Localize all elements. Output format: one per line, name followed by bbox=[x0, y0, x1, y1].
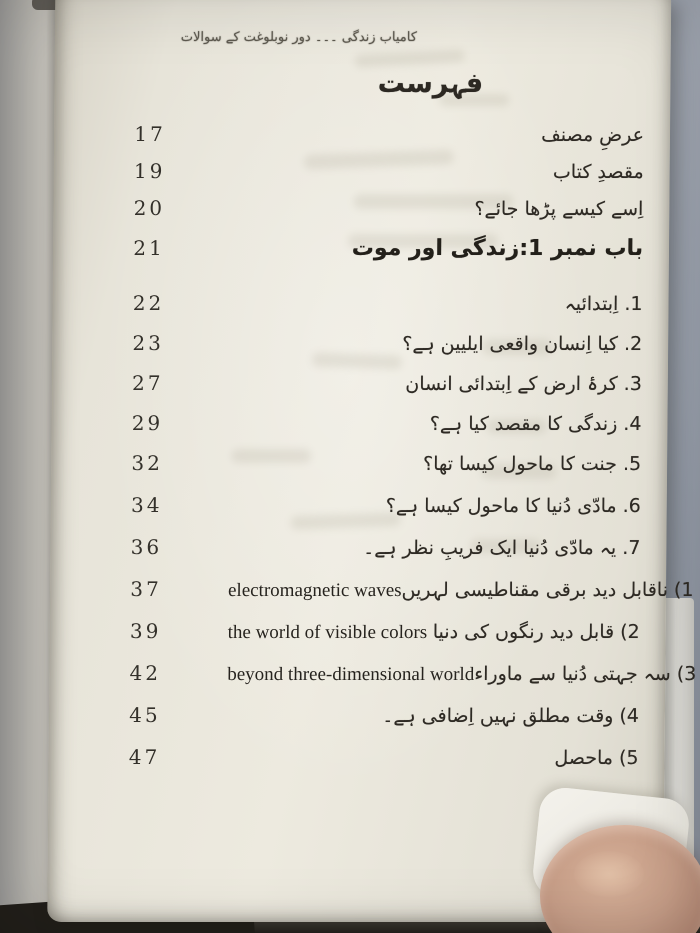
entry-title-urdu: 5. جنت کا ماحول کیسا تھا؟ bbox=[422, 452, 642, 475]
entry-page-number: 19 bbox=[133, 159, 166, 184]
entry-page-number: 27 bbox=[131, 370, 164, 395]
entry-title-english: the world of visible colors bbox=[227, 621, 428, 643]
entry-title-urdu: 1) ناقابل دید برقی مقناطیسی لہریں bbox=[401, 578, 694, 601]
toc-entry bbox=[99, 451, 641, 493]
entry-title-urdu: عرضِ مصنف bbox=[541, 124, 645, 147]
entry-title-urdu: 2. کیا اِنسان واقعی ایلیین ہے؟ bbox=[402, 333, 643, 356]
entry-title-urdu: 1. اِبتدائیہ bbox=[564, 293, 643, 316]
toc-entry bbox=[96, 745, 638, 785]
entry-page-number: 17 bbox=[134, 122, 166, 147]
entry-title-urdu: 7. یہ مادّی دُنیا ایک فریبِ نظر ہے۔ bbox=[363, 536, 641, 559]
toc-entry bbox=[99, 493, 641, 535]
running-header: کامیاب زندگی ۔۔۔ دور نوبلوغت کے سوالات bbox=[180, 30, 418, 46]
toc-entry bbox=[98, 576, 694, 619]
entry-title-urdu: 5) ماحصل bbox=[554, 746, 639, 769]
toc-entry bbox=[97, 703, 639, 745]
entry-page-number: 32 bbox=[131, 450, 163, 475]
toc-entry bbox=[98, 535, 640, 577]
entry-page-number: 29 bbox=[131, 410, 164, 435]
toc-title: فہرست bbox=[377, 68, 484, 100]
entry-title-english: beyond three-dimensional world bbox=[227, 663, 475, 685]
toc-entry bbox=[97, 660, 697, 703]
entry-title-urdu: 3. کرۂ ارض کے اِبتدائی انسان bbox=[405, 372, 642, 395]
entry-title-english: electromagnetic waves bbox=[227, 579, 402, 601]
toc-entry bbox=[97, 619, 639, 661]
entry-title-urdu: 4. زندگی کا مقصد کیا ہے؟ bbox=[429, 412, 642, 435]
entry-title-urdu: 4) وقت مطلق نہیں اِضافی ہے۔ bbox=[382, 704, 640, 727]
toc-chapter-entry bbox=[101, 235, 643, 285]
entry-page-number: 34 bbox=[130, 492, 163, 517]
entry-title-urdu: مقصدِ کتاب bbox=[552, 161, 644, 184]
entry-page-number: 21 bbox=[133, 236, 165, 261]
toc-entry bbox=[99, 411, 641, 451]
toc-entry bbox=[100, 371, 642, 411]
toc-entry bbox=[101, 196, 643, 233]
entry-page-number: 37 bbox=[130, 576, 162, 601]
thumb-highlight bbox=[574, 851, 644, 897]
toc-entry bbox=[101, 159, 643, 196]
entry-page-number: 47 bbox=[128, 744, 161, 769]
entry-title-urdu: اِسے کیسے پڑھا جائے؟ bbox=[474, 198, 644, 221]
entry-page-number: 39 bbox=[129, 618, 162, 643]
entry-page-number: 22 bbox=[132, 291, 165, 316]
toc-entries bbox=[96, 122, 697, 785]
book-page bbox=[47, 0, 697, 922]
entry-page-number: 42 bbox=[129, 660, 162, 685]
chapter-title-urdu: باب نمبر 1:زندگی اور موت bbox=[351, 236, 644, 262]
bleed-through-smudge bbox=[354, 49, 464, 68]
entry-title-urdu: 2) قابل دید رنگوں کی دنیا bbox=[432, 620, 640, 643]
entry-page-number: 20 bbox=[133, 196, 166, 221]
entry-title-urdu: 6. مادّی دُنیا کا ماحول کیسا ہے؟ bbox=[385, 494, 641, 517]
entry-title-urdu: 3) سہ جہتی دُنیا سے ماوراء bbox=[474, 662, 697, 685]
entry-page-number: 23 bbox=[132, 331, 165, 356]
toc-entry bbox=[102, 122, 644, 159]
entry-page-number: 36 bbox=[130, 534, 163, 559]
entry-page-number: 45 bbox=[129, 702, 161, 727]
toc-entry bbox=[100, 331, 642, 371]
toc-entry bbox=[100, 291, 642, 331]
